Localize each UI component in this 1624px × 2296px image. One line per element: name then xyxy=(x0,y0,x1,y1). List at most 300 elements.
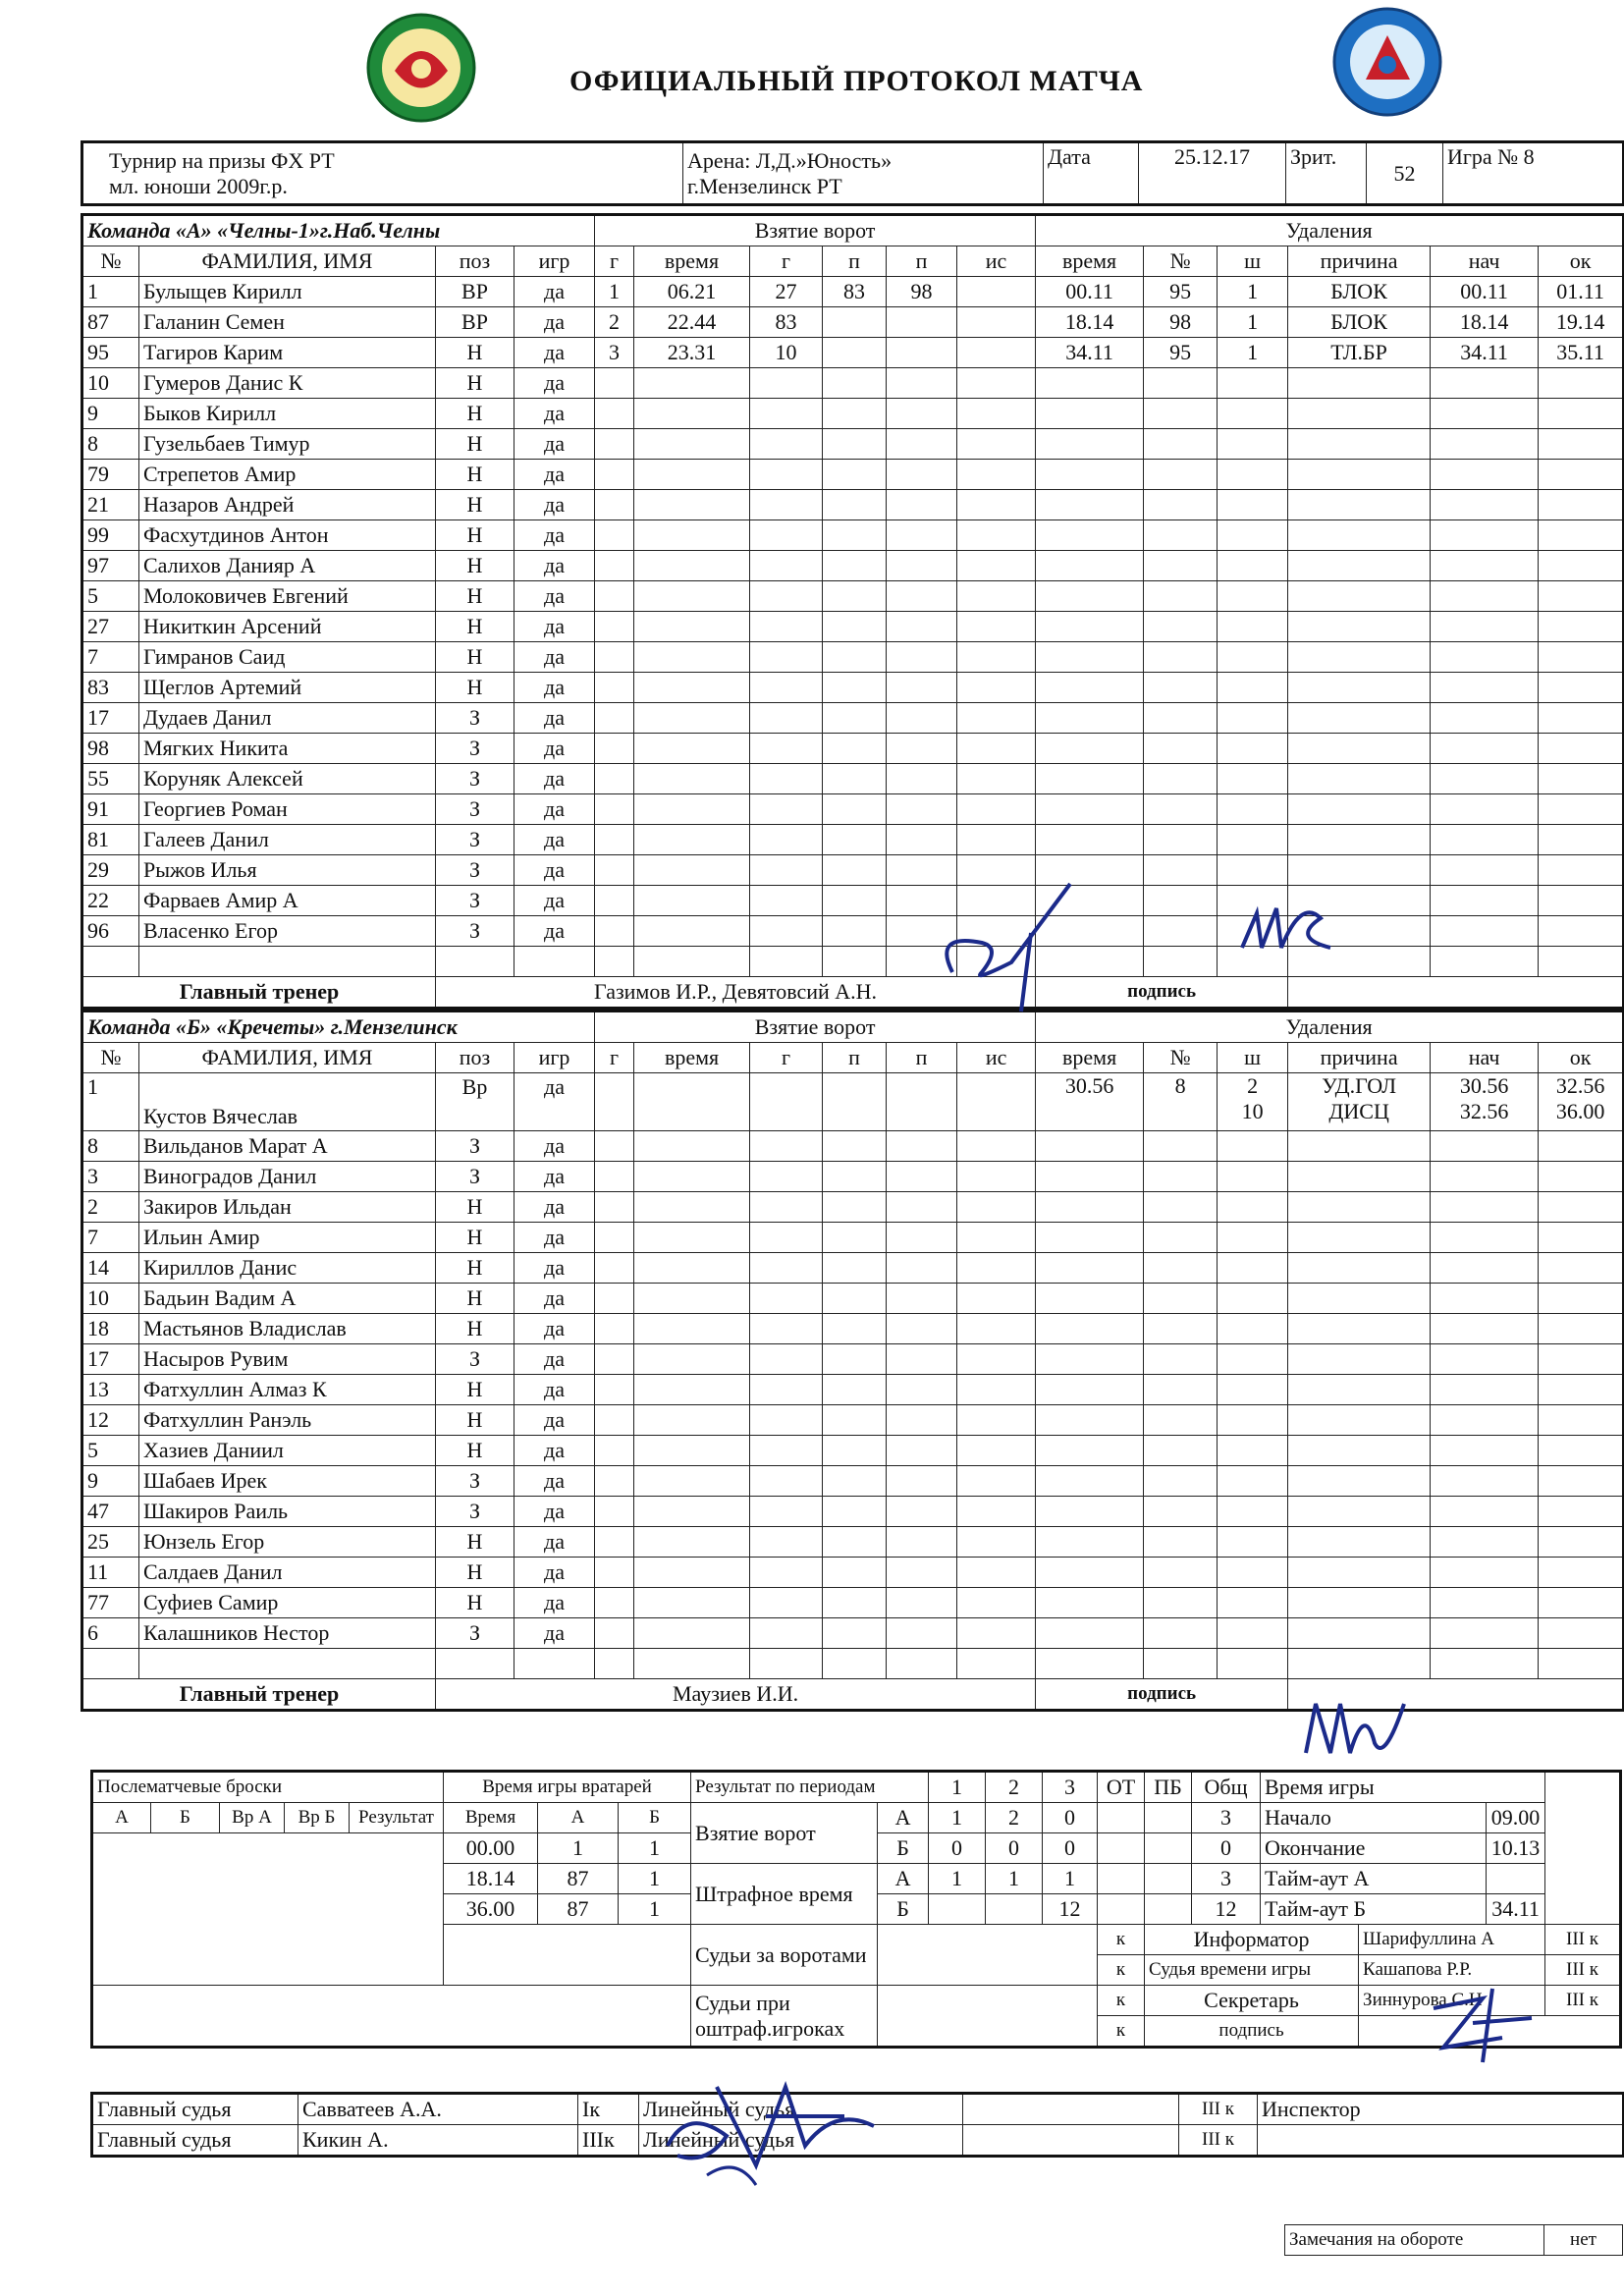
col-header-pen-reason: причина xyxy=(1288,246,1431,277)
goal-assist-1 xyxy=(823,1192,887,1223)
player-position: Н xyxy=(436,1223,514,1253)
team-b-penalties-title: Удаления xyxy=(1036,1011,1624,1043)
goal-assist-1 xyxy=(823,1314,887,1344)
penalty-player xyxy=(1144,490,1218,520)
penalty-reason xyxy=(1288,1558,1431,1588)
goal-assist-1 xyxy=(823,1466,887,1497)
gk-row-time: 00.00 xyxy=(444,1833,538,1864)
table-row xyxy=(82,1618,1624,1649)
date-value: 25.12.17 xyxy=(1139,142,1286,205)
player-number: 13 xyxy=(82,1375,139,1405)
penalty-end xyxy=(1539,703,1624,734)
gk-row-b: 1 xyxy=(619,1833,691,1864)
goal-scorer xyxy=(750,1192,823,1223)
player-position: Н xyxy=(436,1284,514,1314)
goal-number xyxy=(595,1192,634,1223)
goal-number xyxy=(595,1253,634,1284)
goal-situation xyxy=(957,1223,1036,1253)
pim-b-so xyxy=(1145,1894,1192,1925)
goal-assist-2 xyxy=(887,1344,957,1375)
player-position: Н xyxy=(436,429,514,460)
player-played: да xyxy=(514,338,595,368)
player-played: да xyxy=(514,277,595,307)
penalty-reason xyxy=(1288,490,1431,520)
table-row xyxy=(82,1284,1624,1314)
player-number: 10 xyxy=(82,1284,139,1314)
pim-row-label: Штрафное время xyxy=(691,1864,878,1925)
col-header-played: игр xyxy=(514,1043,595,1073)
goal-assist-1 xyxy=(823,307,887,338)
game-time-label: Время игры xyxy=(1261,1772,1545,1803)
player-position: Вр xyxy=(436,1073,514,1131)
col-header-assist-1: п xyxy=(823,1043,887,1073)
head-coach-label: Главный тренер xyxy=(82,977,436,1009)
goal-number xyxy=(595,581,634,612)
coach-signature-label: подпись xyxy=(1036,1679,1288,1711)
table-row xyxy=(82,947,1624,977)
head-coach-name: Газимов И.Р., Девятовсий А.Н. xyxy=(436,977,1036,1009)
shootout-area xyxy=(92,1833,444,1986)
goal-situation xyxy=(957,1558,1036,1588)
goal-time xyxy=(634,1073,750,1131)
shootout-col-b: Б xyxy=(151,1803,220,1833)
goal-time xyxy=(634,855,750,886)
col-header-played: игр xyxy=(514,246,595,277)
remarks-label: Замечания на обороте xyxy=(1285,2225,1544,2256)
goal-situation xyxy=(957,794,1036,825)
penalty-player xyxy=(1144,551,1218,581)
penalty-time xyxy=(1036,1558,1144,1588)
coach-signature xyxy=(1288,977,1624,1009)
penalty-end xyxy=(1539,764,1624,794)
col-header-name: ФАМИЛИЯ, ИМЯ xyxy=(139,246,436,277)
goal-judges-label: Судьи за воротами xyxy=(691,1925,878,1986)
pim-a-total: 3 xyxy=(1192,1864,1261,1894)
table-row xyxy=(82,1649,1624,1679)
linesman-2-cat: III к xyxy=(1179,2125,1258,2157)
penalty-player-line-1: 8 xyxy=(1174,1073,1186,1098)
penalty-reason xyxy=(1288,1284,1431,1314)
goal-number xyxy=(595,1375,634,1405)
goal-situation xyxy=(957,1375,1036,1405)
goal-time xyxy=(634,1284,750,1314)
penalty-minutes xyxy=(1218,1223,1288,1253)
goal-number xyxy=(595,1073,634,1131)
player-number: 29 xyxy=(82,855,139,886)
table-row xyxy=(82,1436,1624,1466)
goal-number xyxy=(595,855,634,886)
goal-assist-2 xyxy=(887,460,957,490)
penalty-end-line-1: 32.56 xyxy=(1555,1073,1605,1098)
goal-assist-1 xyxy=(823,1436,887,1466)
col-header-no: № xyxy=(82,1043,139,1073)
goal-assist-2 xyxy=(887,490,957,520)
pim-team-b: Б xyxy=(878,1894,929,1925)
shootout-col-result: Результат xyxy=(350,1803,444,1833)
player-played: да xyxy=(514,794,595,825)
goal-scorer xyxy=(750,703,823,734)
penalty-minutes xyxy=(1218,642,1288,673)
start-label: Начало xyxy=(1261,1803,1487,1833)
goal-scorer xyxy=(750,1558,823,1588)
penalty-minutes xyxy=(1218,399,1288,429)
penalty-start xyxy=(1431,855,1539,886)
remarks-value: нет xyxy=(1544,2225,1623,2256)
goal-number xyxy=(595,1223,634,1253)
goal-scorer xyxy=(750,886,823,916)
col-header-pos: поз xyxy=(436,1043,514,1073)
player-position: З xyxy=(436,1131,514,1162)
col-header-pen-end: ок xyxy=(1539,246,1624,277)
player-position: З xyxy=(436,794,514,825)
penalty-time xyxy=(1036,794,1144,825)
goal-scorer xyxy=(750,1284,823,1314)
informer-cat: III к xyxy=(1545,1925,1621,1955)
summary-table xyxy=(90,1770,1622,2049)
goal-situation xyxy=(957,1436,1036,1466)
goal-time xyxy=(634,520,750,551)
periods-label: Результат по периодам xyxy=(691,1772,929,1803)
penalty-end xyxy=(1539,886,1624,916)
table-row xyxy=(82,1527,1624,1558)
penalty-time-line-2 xyxy=(1040,1099,1139,1124)
penalty-end xyxy=(1539,1466,1624,1497)
goal-time xyxy=(634,612,750,642)
goal-assist-2 xyxy=(887,794,957,825)
player-position xyxy=(436,1649,514,1679)
head-coach-label: Главный тренер xyxy=(82,1679,436,1711)
penalty-start xyxy=(1431,1284,1539,1314)
penalty-time xyxy=(1036,1649,1144,1679)
penalty-start xyxy=(1431,612,1539,642)
summary-blank xyxy=(92,1986,691,2048)
col-header-pen-reason: причина xyxy=(1288,1043,1431,1073)
goal-number xyxy=(595,886,634,916)
penalty-reason xyxy=(1288,1253,1431,1284)
penalty-judge-cat: к xyxy=(1098,1986,1145,2016)
penalty-end xyxy=(1539,1253,1624,1284)
player-name: Фарваев Амир А xyxy=(139,886,436,916)
goal-scorer xyxy=(750,794,823,825)
goals-a-p1: 1 xyxy=(929,1803,986,1833)
penalty-time xyxy=(1036,1192,1144,1223)
penalty-minutes xyxy=(1218,764,1288,794)
player-name: Ильин Амир xyxy=(139,1223,436,1253)
player-number: 81 xyxy=(82,825,139,855)
player-position: З xyxy=(436,703,514,734)
player-played: да xyxy=(514,368,595,399)
goal-assist-2 xyxy=(887,1649,957,1679)
penalty-start xyxy=(1431,399,1539,429)
penalty-time xyxy=(1036,1223,1144,1253)
penalty-player xyxy=(1144,399,1218,429)
goal-assist-2 xyxy=(887,1497,957,1527)
goal-assist-2 xyxy=(887,1375,957,1405)
penalty-reason xyxy=(1288,551,1431,581)
penalty-player xyxy=(1144,1527,1218,1558)
penalty-time xyxy=(1036,399,1144,429)
goal-number: 1 xyxy=(595,277,634,307)
penalty-player xyxy=(1144,673,1218,703)
penalty-time xyxy=(1036,825,1144,855)
penalty-minutes xyxy=(1218,368,1288,399)
end-label: Окончание xyxy=(1261,1833,1487,1864)
goal-situation xyxy=(957,551,1036,581)
penalty-player xyxy=(1144,764,1218,794)
goal-assist-2 xyxy=(887,368,957,399)
table-row xyxy=(82,1466,1624,1497)
goal-time xyxy=(634,1375,750,1405)
goal-number xyxy=(595,916,634,947)
player-played: да xyxy=(514,1497,595,1527)
goal-assist-1 xyxy=(823,399,887,429)
goal-assist-1 xyxy=(823,794,887,825)
secretary-signature-icon xyxy=(1424,1979,1542,2067)
goal-number xyxy=(595,429,634,460)
goal-number xyxy=(595,1649,634,1679)
goal-situation xyxy=(957,1131,1036,1162)
goal-scorer xyxy=(750,916,823,947)
penalty-end xyxy=(1539,1344,1624,1375)
pim-team-a: А xyxy=(878,1864,929,1894)
table-row xyxy=(82,1314,1624,1344)
penalty-reason xyxy=(1288,1131,1431,1162)
gk-row-time: 36.00 xyxy=(444,1894,538,1925)
penalty-player xyxy=(1144,368,1218,399)
penalty-end: 01.11 xyxy=(1539,277,1624,307)
penalty-time: 18.14 xyxy=(1036,307,1144,338)
penalty-player xyxy=(1144,1131,1218,1162)
goal-scorer xyxy=(750,947,823,977)
goal-assist-2 xyxy=(887,1436,957,1466)
player-played: да xyxy=(514,825,595,855)
goal-time xyxy=(634,368,750,399)
goal-time xyxy=(634,1527,750,1558)
table-row xyxy=(82,703,1624,734)
penalty-end xyxy=(1539,1405,1624,1436)
goal-assist-1 xyxy=(823,368,887,399)
penalty-end: 19.14 xyxy=(1539,307,1624,338)
goal-scorer xyxy=(750,1073,823,1131)
penalty-start xyxy=(1431,794,1539,825)
goal-situation xyxy=(957,1314,1036,1344)
goal-assist-1 xyxy=(823,1649,887,1679)
goal-situation xyxy=(957,1466,1036,1497)
player-number: 3 xyxy=(82,1162,139,1192)
goal-assist-1 xyxy=(823,1558,887,1588)
goal-time xyxy=(634,673,750,703)
penalty-time: 00.11 xyxy=(1036,277,1144,307)
goals-a-total: 3 xyxy=(1192,1803,1261,1833)
gk-row-a: 87 xyxy=(538,1894,619,1925)
penalty-reason xyxy=(1288,855,1431,886)
penalty-start xyxy=(1431,1314,1539,1344)
col-header-pen-end: ок xyxy=(1539,1043,1624,1073)
penalty-start xyxy=(1431,1558,1539,1588)
penalty-start xyxy=(1431,1436,1539,1466)
player-name: Гумеров Данис К xyxy=(139,368,436,399)
penalty-start xyxy=(1431,734,1539,764)
player-position: ВР xyxy=(436,307,514,338)
penalty-minutes xyxy=(1218,1344,1288,1375)
player-position: З xyxy=(436,764,514,794)
goal-number xyxy=(595,520,634,551)
table-row xyxy=(82,673,1624,703)
col-header-goal-no: г xyxy=(595,246,634,277)
goal-situation xyxy=(957,1192,1036,1223)
penalty-end-line-2: 36.00 xyxy=(1555,1099,1605,1123)
player-played: да xyxy=(514,429,595,460)
player-position: Н xyxy=(436,1436,514,1466)
player-played: да xyxy=(514,1073,595,1131)
informer-label: Информатор xyxy=(1145,1925,1359,1955)
player-played: да xyxy=(514,490,595,520)
penalty-minutes xyxy=(1218,734,1288,764)
player-name: Фатхуллин Ранэль xyxy=(139,1405,436,1436)
player-played: да xyxy=(514,1284,595,1314)
penalty-start xyxy=(1431,1344,1539,1375)
penalty-player xyxy=(1144,520,1218,551)
player-name: Галеев Данил xyxy=(139,825,436,855)
player-played: да xyxy=(514,1314,595,1344)
goal-number xyxy=(595,612,634,642)
penalty-reason xyxy=(1288,703,1431,734)
informer-name: Шарифуллина А xyxy=(1359,1925,1545,1955)
player-played: да xyxy=(514,1375,595,1405)
table-row xyxy=(82,734,1624,764)
penalty-end xyxy=(1539,490,1624,520)
goals-b-p2: 0 xyxy=(986,1833,1043,1864)
goal-assist-2 xyxy=(887,1405,957,1436)
timekeeper-label: Судья времени игры xyxy=(1145,1955,1359,1986)
penalty-time xyxy=(1036,1527,1144,1558)
goal-scorer xyxy=(750,1436,823,1466)
table-row xyxy=(82,825,1624,855)
player-played: да xyxy=(514,1466,595,1497)
penalty-minutes: 1 xyxy=(1218,338,1288,368)
penalty-end xyxy=(1539,1223,1624,1253)
goal-number xyxy=(595,734,634,764)
penalty-minutes xyxy=(1218,460,1288,490)
game-number: Игра № 8 xyxy=(1443,142,1624,205)
player-played: да xyxy=(514,886,595,916)
goal-situation xyxy=(957,734,1036,764)
player-name: Калашников Нестор xyxy=(139,1618,436,1649)
goal-scorer xyxy=(750,734,823,764)
main-referee-2-name: Кикин А. xyxy=(298,2125,578,2157)
goal-time xyxy=(634,1497,750,1527)
penalty-player xyxy=(1144,1344,1218,1375)
penalty-player xyxy=(1144,1073,1218,1131)
table-row xyxy=(82,1497,1624,1527)
penalty-minutes xyxy=(1218,551,1288,581)
shootout-col-gka: Вр А xyxy=(220,1803,285,1833)
player-number: 5 xyxy=(82,581,139,612)
penalty-minutes xyxy=(1218,1466,1288,1497)
goal-situation xyxy=(957,1618,1036,1649)
penalty-player xyxy=(1144,886,1218,916)
goal-time xyxy=(634,581,750,612)
goal-assist-1 xyxy=(823,1162,887,1192)
goal-scorer xyxy=(750,1527,823,1558)
player-name: Рыжов Илья xyxy=(139,855,436,886)
gk-row-b: 1 xyxy=(619,1894,691,1925)
goal-number xyxy=(595,764,634,794)
player-position: Н xyxy=(436,1558,514,1588)
penalty-reason: БЛОК xyxy=(1288,277,1431,307)
penalty-time xyxy=(1036,1618,1144,1649)
col-header-pen-time: время xyxy=(1036,246,1144,277)
goal-time xyxy=(634,916,750,947)
penalty-reason xyxy=(1288,399,1431,429)
penalty-player: 95 xyxy=(1144,277,1218,307)
penalty-player xyxy=(1144,1436,1218,1466)
goals-b-so xyxy=(1145,1833,1192,1864)
spectators-label: Зрит. xyxy=(1286,142,1367,205)
main-referee-label: Главный судья xyxy=(92,2125,298,2157)
goal-time xyxy=(634,1162,750,1192)
goal-situation xyxy=(957,399,1036,429)
goal-time xyxy=(634,399,750,429)
goal-assist-2 xyxy=(887,1223,957,1253)
penalty-time xyxy=(1036,1131,1144,1162)
player-number: 9 xyxy=(82,399,139,429)
player-position: Н xyxy=(436,1588,514,1618)
goal-time xyxy=(634,1588,750,1618)
goals-b-ot xyxy=(1098,1833,1145,1864)
goal-scorer xyxy=(750,1131,823,1162)
goal-time xyxy=(634,642,750,673)
player-number: 99 xyxy=(82,520,139,551)
player-number: 83 xyxy=(82,673,139,703)
player-number: 8 xyxy=(82,1131,139,1162)
goal-scorer xyxy=(750,1649,823,1679)
goal-scorer xyxy=(750,1497,823,1527)
penalty-time xyxy=(1036,703,1144,734)
table-row xyxy=(82,551,1624,581)
player-position: З xyxy=(436,1344,514,1375)
goal-situation xyxy=(957,460,1036,490)
goal-situation xyxy=(957,673,1036,703)
goal-scorer xyxy=(750,520,823,551)
goal-situation xyxy=(957,368,1036,399)
coach-signature-label: подпись xyxy=(1036,977,1288,1009)
goal-situation xyxy=(957,581,1036,612)
player-played: да xyxy=(514,551,595,581)
penalty-time xyxy=(1036,460,1144,490)
player-name: Фасхутдинов Антон xyxy=(139,520,436,551)
player-name: Шабаев Ирек xyxy=(139,1466,436,1497)
goal-situation xyxy=(957,1073,1036,1131)
goal-scorer xyxy=(750,429,823,460)
goal-scorer xyxy=(750,1344,823,1375)
penalty-start: 00.11 xyxy=(1431,277,1539,307)
penalty-minutes xyxy=(1218,490,1288,520)
goal-number: 2 xyxy=(595,307,634,338)
goal-situation xyxy=(957,277,1036,307)
player-number: 14 xyxy=(82,1253,139,1284)
penalty-time xyxy=(1036,1436,1144,1466)
team-a-goals-title: Взятие ворот xyxy=(595,215,1036,246)
player-position: Н xyxy=(436,581,514,612)
penalty-start xyxy=(1431,947,1539,977)
table-row xyxy=(82,1344,1624,1375)
penalty-time xyxy=(1036,1375,1144,1405)
start-value: 09.00 xyxy=(1487,1803,1545,1833)
goal-scorer xyxy=(750,1314,823,1344)
goal-scorer xyxy=(750,399,823,429)
penalty-player xyxy=(1144,1253,1218,1284)
